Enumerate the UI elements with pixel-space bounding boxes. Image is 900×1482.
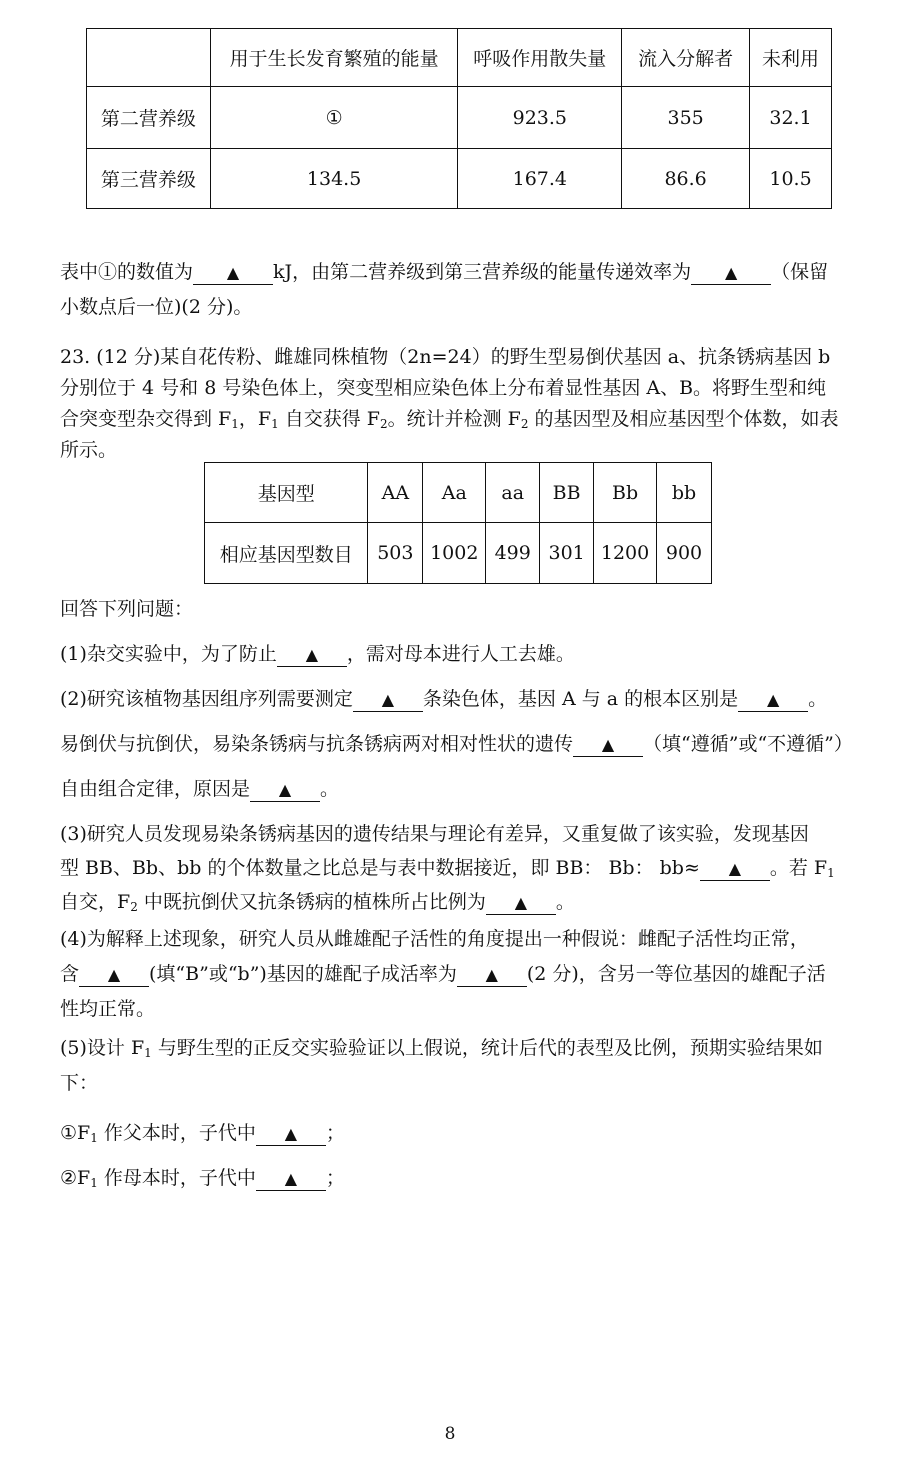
text: （保留 [771, 261, 829, 283]
text: (1)杂交实验中，为了防止 [60, 643, 277, 665]
text: 含 [60, 963, 80, 985]
text: 合突变型杂交得到 F [60, 408, 232, 430]
subscript: 1 [90, 1131, 98, 1145]
subscript: 2 [520, 417, 529, 431]
text: ； [325, 1167, 345, 1189]
answer-intro [60, 596, 193, 622]
table-cell: 86.6 [622, 149, 750, 209]
subscript: 1 [144, 1046, 152, 1060]
answer-blank[interactable] [353, 688, 423, 712]
text: 。 [808, 688, 828, 710]
question-23-line [60, 375, 826, 401]
table-cell: bb [657, 463, 712, 523]
sub-question-5 [60, 1165, 345, 1196]
table-cell: Aa [423, 463, 486, 523]
text: 。统计并检测 F [387, 408, 521, 430]
table-row [87, 87, 832, 149]
sub-question-5 [60, 1035, 823, 1066]
sub-question-2 [60, 731, 853, 757]
table-cell: 呼吸作用散失量 [458, 29, 622, 87]
text: 易倒伏与抗倒伏，易染条锈病与抗条锈病两对相对性状的遗传 [60, 733, 574, 755]
text: kJ，由第二营养级到第三营养级的能量传递效率为 [273, 261, 692, 283]
table-cell: 503 [368, 523, 423, 584]
table-cell: ① [210, 87, 458, 149]
sub-question-1 [60, 641, 575, 667]
text: 回答下列问题： [60, 598, 194, 620]
text: 性均正常。 [60, 998, 156, 1020]
answer-blank[interactable] [573, 733, 643, 757]
table-cell: 相应基因型数目 [205, 523, 368, 584]
text: 型 BB、Bb、bb 的个体数量之比总是与表中数据接近，即 BB： Bb： bb≈ [60, 857, 700, 879]
text: （填“遵循”或“不遵循”） [643, 733, 853, 755]
text: 下： [60, 1072, 99, 1094]
answer-blank[interactable] [486, 891, 556, 915]
sub-question-5 [60, 1070, 98, 1096]
question-23-line [60, 406, 839, 437]
triangle-icon: ▲ [766, 690, 780, 709]
text: 分别位于 4 号和 8 号染色体上，突变型相应染色体上分布着显性基因 A、B。将野生型和纯 [60, 377, 827, 399]
table-cell: BB [540, 463, 594, 523]
triangle-icon: ▲ [381, 690, 395, 709]
subscript: 1 [90, 1176, 98, 1190]
text: 作母本时，子代中 [97, 1167, 256, 1189]
triangle-icon: ▲ [485, 965, 498, 984]
text: (3)研究人员发现易染条锈病基因的遗传结果与理论有差异，又重复做了该实验，发现基因 [60, 823, 809, 845]
table-cell: 301 [540, 523, 594, 584]
text: 23. (12 分)某自花传粉、雌雄同株植物（2n=24）的野生型易倒伏基因 a、抗条锈病基因 b [60, 346, 831, 368]
sub-question-3 [60, 821, 809, 847]
text: ②F [60, 1167, 91, 1189]
triangle-icon: ▲ [728, 859, 742, 878]
table-cell: 10.5 [750, 149, 832, 209]
table-cell: 32.1 [750, 87, 832, 149]
answer-blank[interactable] [457, 963, 527, 987]
subscript: 2 [379, 417, 388, 431]
table-cell: 923.5 [458, 87, 622, 149]
text: 与野生型的正反交实验验证以上假说，统计后代的表型及比例，预期实验结果如 [151, 1037, 823, 1059]
text: 所示。 [60, 439, 118, 461]
sub-question-3 [60, 889, 575, 920]
page-number: 8 [444, 1424, 456, 1444]
text: 。 [320, 778, 340, 800]
text: ，F [238, 408, 272, 430]
answer-blank[interactable] [256, 1122, 326, 1146]
text: 表中①的数值为 [60, 261, 194, 283]
triangle-icon: ▲ [284, 1169, 298, 1188]
table-cell: 第二营养级 [87, 87, 211, 149]
text: 中既抗倒伏又抗条锈病的植株所占比例为 [137, 891, 486, 913]
table-cell: 900 [657, 523, 712, 584]
text: 自交，F [60, 891, 131, 913]
answer-blank[interactable] [79, 963, 149, 987]
sub-question-3 [60, 855, 835, 886]
table-cell: AA [368, 463, 423, 523]
text: (4)为解释上述现象，研究人员从雌雄配子活性的角度提出一种假说：雌配子活性均正常， [60, 928, 809, 950]
question-line [60, 294, 252, 320]
answer-blank[interactable] [250, 778, 320, 802]
answer-blank[interactable] [691, 261, 771, 285]
text: (5)设计 F [60, 1037, 145, 1059]
triangle-icon: ▲ [107, 965, 121, 984]
sub-question-4 [60, 926, 809, 952]
text: 小数点后一位)(2 分)。 [60, 296, 253, 318]
text: 。 [555, 891, 575, 913]
triangle-icon: ▲ [278, 780, 292, 799]
genotype-table [204, 462, 712, 584]
text: 自交获得 F [278, 408, 380, 430]
triangle-icon: ▲ [514, 893, 528, 912]
sub-question-4 [60, 996, 155, 1022]
table-cell: 134.5 [210, 149, 458, 209]
table-cell: 355 [622, 87, 750, 149]
text: (2 分)，含另一等位基因的雄配子活 [526, 963, 826, 985]
triangle-icon: ▲ [226, 263, 240, 282]
subscript: 1 [231, 417, 239, 431]
energy-table [86, 28, 832, 209]
answer-blank[interactable] [700, 857, 770, 881]
text: 。若 F [769, 857, 828, 879]
sub-question-2 [60, 776, 339, 802]
table-row [87, 149, 832, 209]
text: 自由组合定律，原因是 [60, 778, 251, 800]
table-cell: 未利用 [750, 29, 832, 87]
table-cell: 流入分解者 [622, 29, 750, 87]
sub-question-4 [60, 961, 826, 987]
table-cell: 1002 [423, 523, 486, 584]
table-cell: 用于生长发育繁殖的能量 [210, 29, 458, 87]
text: (2)研究该植物基因组序列需要测定 [60, 688, 353, 710]
answer-blank[interactable] [738, 688, 808, 712]
subscript: 2 [130, 900, 138, 914]
table-cell: 第三营养级 [87, 149, 211, 209]
text: ①F [60, 1122, 91, 1144]
text: 的基因型及相应基因型个体数，如表 [528, 408, 839, 430]
table-cell: Bb [594, 463, 657, 523]
triangle-icon: ▲ [284, 1124, 298, 1143]
text: 作父本时，子代中 [97, 1122, 256, 1144]
table-cell: 基因型 [205, 463, 368, 523]
table-cell: 1200 [594, 523, 657, 584]
question-line [60, 259, 828, 285]
text: ； [325, 1122, 345, 1144]
subscript: 1 [827, 866, 835, 880]
answer-blank[interactable] [256, 1167, 326, 1191]
question-23-line [60, 344, 830, 370]
triangle-icon: ▲ [305, 645, 319, 664]
text: (填“B”或“b”)基因的雄配子成活率为 [149, 963, 457, 985]
triangle-icon: ▲ [601, 735, 615, 754]
text: 条染色体，基因 A 与 a 的根本区别是 [422, 688, 739, 710]
table-cell: 167.4 [458, 149, 622, 209]
answer-blank[interactable] [193, 261, 273, 285]
table-row [205, 463, 712, 523]
triangle-icon: ▲ [725, 263, 738, 282]
table-cell: aa [486, 463, 540, 523]
subscript: 1 [271, 417, 279, 431]
table-row [205, 523, 712, 584]
text: ，需对母本进行人工去雄。 [346, 643, 575, 665]
sub-question-2 [60, 686, 827, 712]
energy-table-header [87, 29, 832, 87]
table-cell [87, 29, 211, 87]
sub-question-5 [60, 1120, 345, 1151]
table-cell: 499 [486, 523, 540, 584]
answer-blank[interactable] [277, 643, 347, 667]
question-23-line [60, 437, 117, 463]
